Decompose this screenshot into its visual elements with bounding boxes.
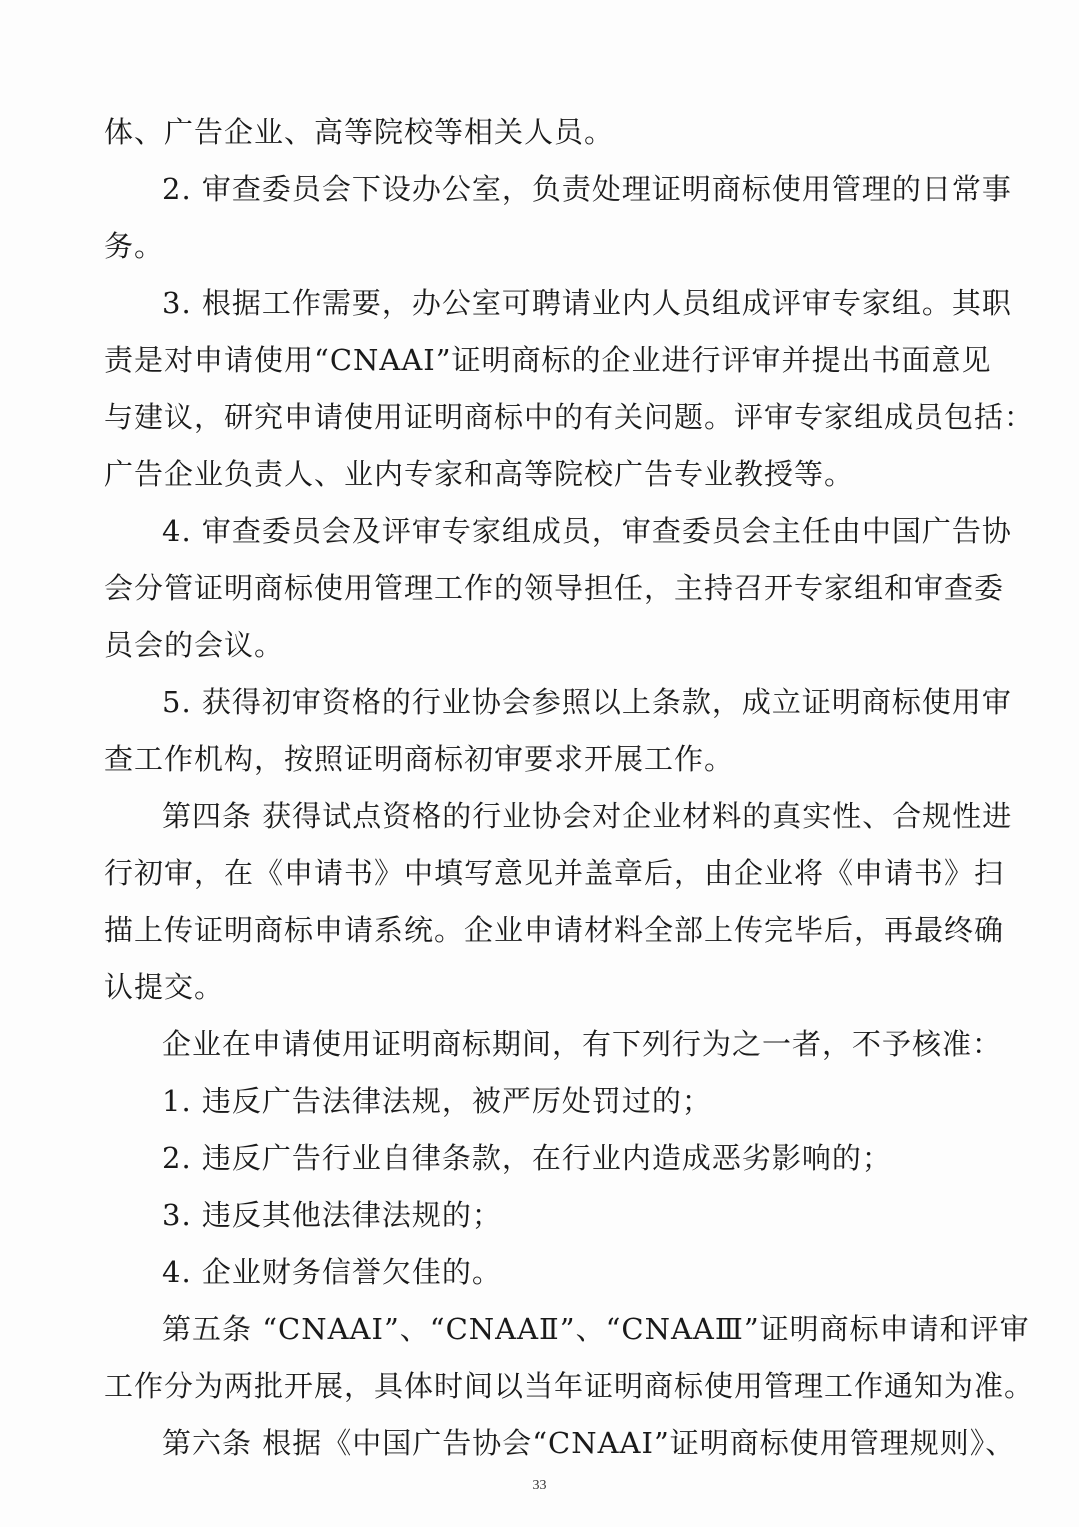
text-line: 5. 获得初审资格的行业协会参照以上条款，成立证明商标使用审 (162, 685, 1012, 719)
page-number: 33 (532, 1478, 547, 1493)
text-line: 会分管证明商标使用管理工作的领导担任，主持召开专家组和审查委 (104, 571, 1005, 605)
text-line: 第六条 根据《中国广告协会“CNAAⅠ”证明商标使用管理规则》、 (162, 1426, 1016, 1460)
text-line: 广告企业负责人、业内专家和高等院校广告专业教授等。 (104, 457, 855, 491)
text-line: 工作分为两批开展，具体时间以当年证明商标使用管理工作通知为准。 (104, 1369, 1035, 1403)
text-line: 行初审，在《申请书》中填写意见并盖章后，由企业将《申请书》扫 (104, 856, 1005, 890)
text-line: 2. 审查委员会下设办公室，负责处理证明商标使用管理的日常事 (162, 172, 1012, 206)
text-line: 体、广告企业、高等院校等相关人员。 (104, 115, 615, 149)
text-line: 4. 审查委员会及评审专家组成员，审查委员会主任由中国广告协 (162, 514, 1012, 548)
text-line: 认提交。 (104, 970, 225, 1004)
text-line: 第四条 获得试点资格的行业协会对企业材料的真实性、合规性进 (162, 799, 1013, 833)
text-line: 描上传证明商标申请系统。企业申请材料全部上传完毕后，再最终确 (104, 913, 1005, 947)
text-line: 与建议，研究申请使用证明商标中的有关问题。评审专家组成员包括： (104, 400, 1035, 434)
text-line: 查工作机构，按照证明商标初审要求开展工作。 (104, 742, 735, 776)
text-line: 员会的会议。 (104, 628, 285, 662)
text-line: 第五条 “CNAAⅠ”、“CNAAⅡ”、“CNAAⅢ”证明商标申请和评审 (162, 1312, 1030, 1346)
text-line: 企业在申请使用证明商标期间，有下列行为之一者，不予核准： (162, 1027, 1003, 1061)
text-line: 务。 (104, 229, 165, 263)
list-item: 3. 违反其他法律法规的； (162, 1198, 502, 1232)
list-item: 2. 违反广告行业自律条款，在行业内造成恶劣影响的； (162, 1141, 892, 1175)
list-item: 1. 违反广告法律法规，被严厉处罚过的； (162, 1084, 712, 1118)
text-line: 责是对申请使用“CNAAⅠ”证明商标的企业进行评审并提出书面意见 (104, 343, 992, 377)
list-item: 4. 企业财务信誉欠佳的。 (162, 1255, 502, 1289)
text-line: 3. 根据工作需要，办公室可聘请业内人员组成评审专家组。其职 (162, 286, 1012, 320)
